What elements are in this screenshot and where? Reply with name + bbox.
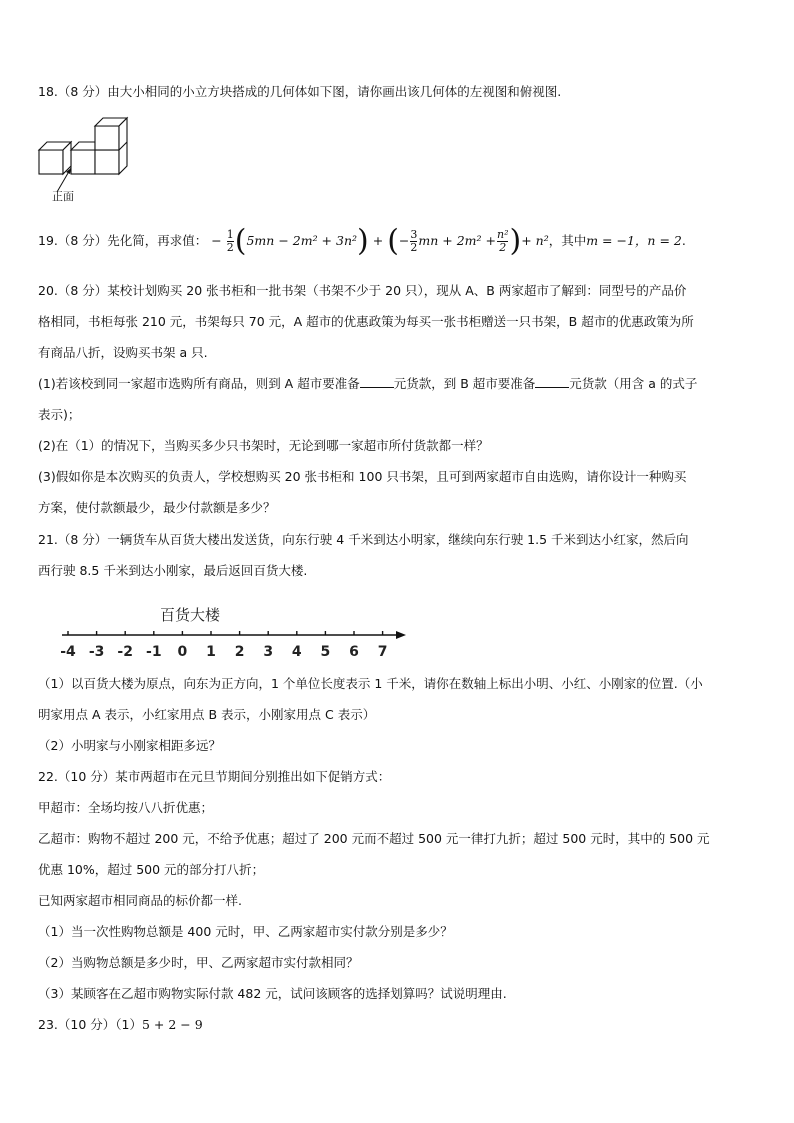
axis-title: 百货大楼: [160, 606, 221, 624]
q19-where: ，其中: [548, 233, 587, 248]
q21-sub1-b: 明家用点 A 表示，小红家用点 B 表示，小刚家用点 C 表示）: [38, 707, 376, 722]
q20-sub3-a: (3)假如你是本次购买的负责人，学校想购买 20 张书柜和 100 只书架，且可到两家超市自由选购，请你设计一种购买: [38, 469, 687, 484]
q20-sub1: [38, 375, 697, 393]
tick-label: -1: [146, 644, 162, 660]
tick-label: 2: [234, 644, 245, 660]
q22-sub2: （2）当购物总额是多少时，甲、乙两家超市实付款相同？: [38, 955, 359, 970]
q19-inner1: 5mn − 2m² + 3n²: [246, 233, 358, 248]
q21-sub1-a: （1）以百货大楼为原点，向东为正方向，1 个单位长度表示 1 千米，请你在数轴上标出小明、小红、小刚家的位置.（小: [38, 676, 703, 691]
q20-sub1-c: 元货款（用含 a 的式子: [569, 376, 698, 391]
q19-half-fraction: [227, 229, 234, 254]
q19-frac32-num: 3: [410, 228, 418, 241]
q23-prefix: 23.（10 分）（1）: [38, 1017, 142, 1032]
q19-minus: −: [211, 233, 222, 248]
tick-label: -2: [117, 644, 133, 660]
q20-line2: 格相同，书柜每张 210 元，书架每只 70 元，A 超市的优惠政策为每买一张书柜赠送一只书架，B 超市的优惠政策为所: [38, 314, 694, 329]
q19-text: 19.（8 分）先化简，再求值： − $\frac{1}{2}$ (5mn − 2m² + 3n²) + (− $\frac{3}{2}$ mn + 2m² + $\frac{\text{n²}}{2}$ )+ n²，其中m = −1，n = 2.: [38, 223, 686, 259]
tick-label: 6: [349, 644, 359, 660]
q20-sub2: (2)在（1）的情况下，当购买多少只书架时，无论到哪一家超市所付货款都一样？: [38, 438, 489, 453]
tick-label: 3: [263, 644, 274, 660]
q21-sub2: （2）小明家与小刚家相距多远？: [38, 738, 221, 753]
q19-inner2: mn + 2m² +: [418, 233, 496, 248]
tick-label: -3: [88, 644, 105, 660]
q22-yi-a: 乙超市：购物不超过 200 元，不给予优惠；超过了 200 元而不超过 500 元一律打九折；超过 500 元时，其中的 500 元: [38, 831, 710, 846]
q19-n2-fraction: [497, 229, 509, 254]
q19-frac32-den: 2: [410, 241, 418, 254]
q19-frac32: [410, 229, 417, 254]
q22-line1: 22.（10 分）某市两超市在元旦节期间分别推出如下促销方式：: [38, 769, 391, 784]
answer-blank-a: [360, 375, 394, 388]
q20-sub1-a: (1)若该校到同一家超市选购所有商品，则到 A 超市要准备: [38, 376, 360, 391]
q20-line3: 有商品八折，设购买书架 a 只.: [38, 345, 208, 360]
q22-jia: 甲超市：全场均按八八折优惠；: [38, 800, 214, 815]
q19-plus: +: [372, 233, 384, 248]
q19-period: .: [681, 233, 686, 248]
cube-figure: [36, 112, 136, 204]
q19-half-den: 2: [226, 241, 234, 254]
tick-label: 4: [291, 644, 302, 660]
q20-sub3-b: 方案，使付款额最少，最少付款额是多少？: [38, 500, 276, 515]
q22-yi-b: 优惠 10%，超过 500 元的部分打八折；: [38, 862, 265, 877]
q22-sub1: （1）当一次性购物总额是 400 元时，甲、乙两家超市实付款分别是多少？: [38, 924, 453, 939]
q19-n2-num: n²: [496, 228, 509, 241]
tick-label: 7: [377, 644, 388, 660]
q19-prefix: 19.（8 分）先化简，再求值：: [38, 233, 208, 248]
q19-minus2: −: [398, 233, 410, 248]
q21-line2: 西行驶 8.5 千米到达小刚家，最后返回百货大楼.: [38, 563, 308, 578]
q20-sub1-d: 表示)；: [38, 407, 81, 422]
q20-sub1-b: 元货款，到 B 超市要准备: [393, 376, 536, 391]
q22-sub3: （3）某顾客在乙超市购物实际付款 482 元，试问该顾客的选择划算吗？试说明理由.: [38, 986, 507, 1001]
q19-values: m = −1，n = 2: [586, 233, 682, 248]
q20-line1: 20.（8 分）某校计划购买 20 张书柜和一批书架（书架不少于 20 只），现从 A、B 两家超市了解到：同型号的产品价: [38, 283, 687, 298]
q19-n2-den: 2: [497, 241, 509, 254]
q19-half-num: 1: [226, 228, 234, 241]
q21-line1: 21.（8 分）一辆货车从百货大楼出发送货，向东行驶 4 千米到达小明家，继续向东行驶 1.5 千米到达小红家，然后向: [38, 532, 689, 547]
tick-label: -4: [60, 644, 76, 660]
tick-label: 0: [177, 644, 188, 660]
q18-text: 18.（8 分）由大小相同的小立方块搭成的几何体如下图，请你画出该几何体的左视图和俯视图.: [38, 84, 562, 99]
tick-label: 5: [320, 644, 331, 660]
answer-blank-b: [535, 375, 569, 388]
q22-known: 已知两家超市相同商品的标价都一样.: [38, 893, 242, 908]
front-label: 正面: [52, 190, 74, 203]
q19-tail: + n²: [521, 233, 549, 248]
number-line: [56, 600, 416, 666]
q23-expr: 5 + 2 − 9: [141, 1017, 203, 1032]
tick-label: 1: [206, 644, 216, 660]
q23-text: [38, 1016, 203, 1034]
